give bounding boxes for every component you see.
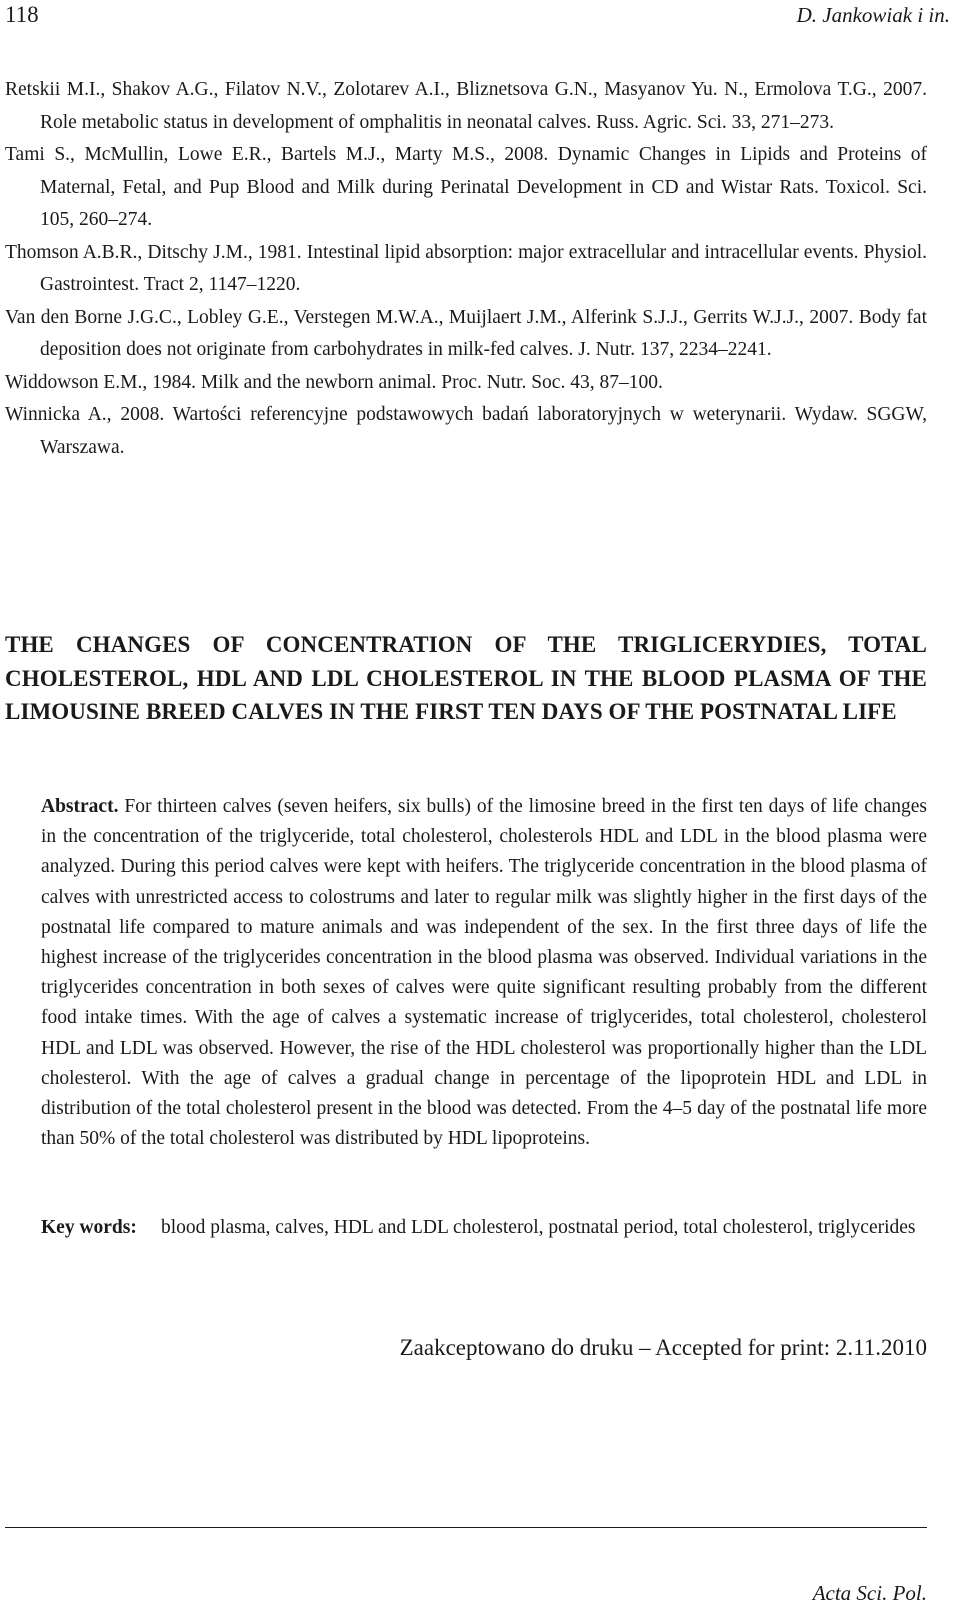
reference-item: Van den Borne J.G.C., Lobley G.E., Verstegen M.W.A., Muijlaert J.M., Alferink S.J.J., Gerrits W.J.J., 2007. Body fat deposition does not originate from carbohydrates in milk-fed calves. J. Nutr. 137, 2234–2241. bbox=[5, 306, 927, 360]
abstract-label: Abstract. bbox=[41, 796, 119, 817]
footer-journal: Acta Sci. Pol. bbox=[812, 1581, 927, 1605]
abstract bbox=[41, 792, 927, 1154]
accepted-date: Zaakceptowano do druku – Accepted for print: 2.11.2010 bbox=[399, 1335, 927, 1360]
reference-list bbox=[5, 74, 927, 464]
reference-item: Retskii M.I., Shakov A.G., Filatov N.V., Zolotarev A.I., Bliznetsova G.N., Masyanov Yu. N., Ermolova T.G., 2007. Role metabolic status in development of omphalitis in neonatal calves. Russ. Agric. Sci. 33, 271–273. bbox=[5, 79, 927, 133]
keywords bbox=[41, 1212, 927, 1243]
abstract-text: For thirteen calves (seven heifers, six bulls) of the limosine breed in the first ten days of life changes in the concentration of the triglyceride, total cholesterol, cholesterols HDL and LDL in the blood plasma were analyzed. During this period calves were kept with heifers. The triglyceride concentration in the blood plasma of calves with unrestricted access to colostrums and later to regular milk was slightly higher in the first days of the postnatal life compared to mature animals and was independent of the sex. In the first three days of life the highest increase of the triglycerides concentration in the blood plasma was observed. Individual variations in the triglycerides concentration in both sexes of calves were quite significant resulting probably from the different food intake times. With the age of calves a systematic increase of triglycerides, total cholesterol, cholesterol HDL and LDL was observed. However, the rise of the HDL cholesterol was proportionally higher than the LDL cholesterol. With the age of calves a gradual change in percentage of the lipoprotein HDL and LDL in distribution of the total cholesterol present in the blood was detected. From the 4–5 day of the postnatal life more than 50% of the total cholesterol was distributed by HDL lipoproteins. bbox=[41, 796, 928, 1150]
reference-item: Tami S., McMullin, Lowe E.R., Bartels M.J., Marty M.S., 2008. Dynamic Changes in Lipids and Proteins of Maternal, Fetal, and Pup Blood and Milk during Perinatal Development in CD and Wistar Rats. Toxicol. Sci. 105, 260–274. bbox=[5, 144, 927, 230]
reference-item: Thomson A.B.R., Ditschy J.M., 1981. Intestinal lipid absorption: major extracellular and intracellular events. Physiol. Gastrointest. Tract 2, 1147–1220. bbox=[5, 241, 927, 295]
keywords-label: Key words: bbox=[41, 1217, 137, 1238]
reference-item: Winnicka A., 2008. Wartości referencyjne podstawowych badań laboratoryjnych w weterynarii. Wydaw. SGGW, Warszawa. bbox=[5, 404, 927, 458]
footer-divider bbox=[5, 1527, 927, 1528]
article-title: THE CHANGES OF CONCENTRATION OF THE TRIGLICERYDIES, TOTAL CHOLESTEROL, HDL AND LDL CHOLESTEROL IN THE BLOOD PLASMA OF THE LIMOUSINE BREED CALVES IN THE FIRST TEN DAYS OF THE POSTNATAL LIFE bbox=[5, 632, 927, 724]
page-number: 118 bbox=[5, 2, 39, 27]
running-head: D. Jankowiak i in. bbox=[796, 3, 950, 27]
reference-item: Widdowson E.M., 1984. Milk and the newborn animal. Proc. Nutr. Soc. 43, 87–100. bbox=[5, 371, 663, 393]
keywords-text: blood plasma, calves, HDL and LDL cholesterol, postnatal period, total cholesterol, triglycerides bbox=[161, 1217, 916, 1238]
